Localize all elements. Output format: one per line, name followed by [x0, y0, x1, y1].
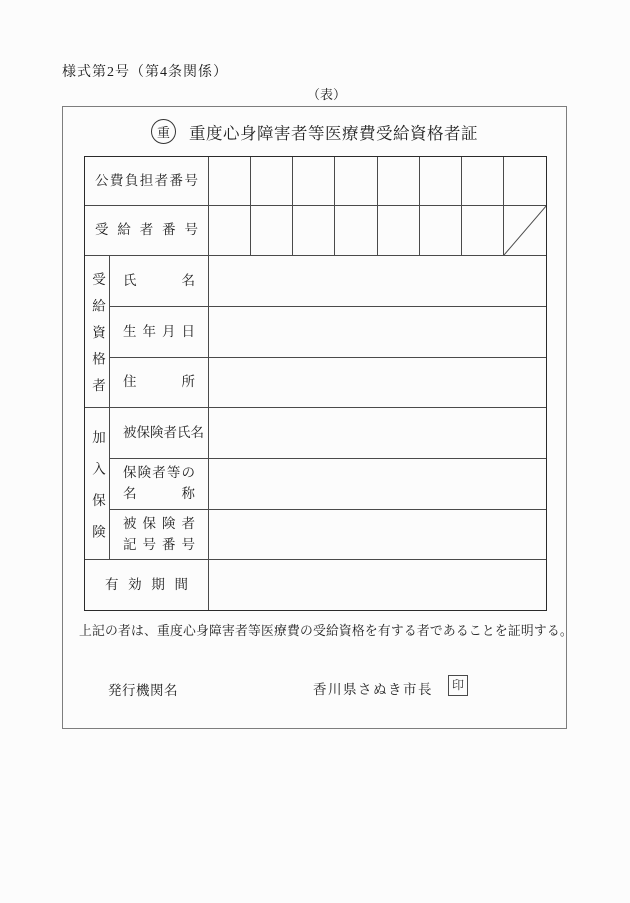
value-insurer-name: [209, 459, 546, 510]
form-number: 様式第2号（第4条関係）: [62, 65, 228, 80]
circled-mark-icon: [151, 119, 176, 144]
digit-cell: [378, 157, 420, 206]
issuer-name: 香川県さぬき市長: [313, 682, 433, 697]
digit-cell: [335, 206, 377, 256]
value-name: [209, 256, 546, 307]
digit-cell: [209, 157, 251, 206]
label-recipient-number: 受 給 者 番 号: [85, 206, 209, 256]
digit-cell: [504, 157, 546, 206]
circled-mark-text: 重: [156, 125, 170, 140]
label-insured-name: 被 保 険 者 氏 名: [110, 408, 209, 459]
label-insured-number: 被 保 険 者 記 号 番 号: [110, 510, 209, 560]
digit-cell: [293, 157, 335, 206]
certificate-card: [62, 106, 573, 729]
label-validity-period: 有 効 期 間: [85, 560, 209, 610]
digit-cell: [251, 206, 293, 256]
digit-cell: [462, 206, 504, 256]
label-birthdate: 生 年 月 日: [110, 307, 209, 358]
certificate-title: 重度心身障害者等医療費受給資格者証: [189, 123, 478, 143]
certificate-table: [84, 156, 547, 611]
seal-placeholder-box: 印: [448, 675, 468, 696]
label-public-payer-number: 公 費 負 担 者 番 号: [85, 157, 209, 206]
digit-cell: [420, 206, 462, 256]
issuer-row: [63, 677, 566, 701]
digit-cell: [420, 157, 462, 206]
issuer-label: 発行機関名: [108, 683, 178, 698]
group-label-recipient: 受給資格者: [85, 256, 110, 408]
certification-statement: 上記の者は、重度心身障害者等医療費の受給資格を有する者であることを証明する。: [79, 624, 573, 638]
label-name: 氏 名: [110, 256, 209, 307]
side-indicator: （表）: [307, 87, 347, 102]
diagonal-strike-icon: [504, 206, 546, 255]
value-validity-period: [209, 560, 546, 610]
label-address: 住 所: [110, 358, 209, 408]
certificate-header: [63, 119, 566, 144]
value-insured-name: [209, 408, 546, 459]
digit-cell: [335, 157, 377, 206]
digit-cell: [251, 157, 293, 206]
digit-cell: [209, 206, 251, 256]
digit-cell-struck: [504, 206, 546, 256]
digit-cell: [378, 206, 420, 256]
group-label-insurance: 加入保険: [85, 408, 110, 560]
value-address: [209, 358, 546, 408]
value-birthdate: [209, 307, 546, 358]
label-insurer-name: 保 険 者 等 の 名 称: [110, 459, 209, 510]
digit-cell: [462, 157, 504, 206]
value-insured-number: [209, 510, 546, 560]
digit-cell: [293, 206, 335, 256]
